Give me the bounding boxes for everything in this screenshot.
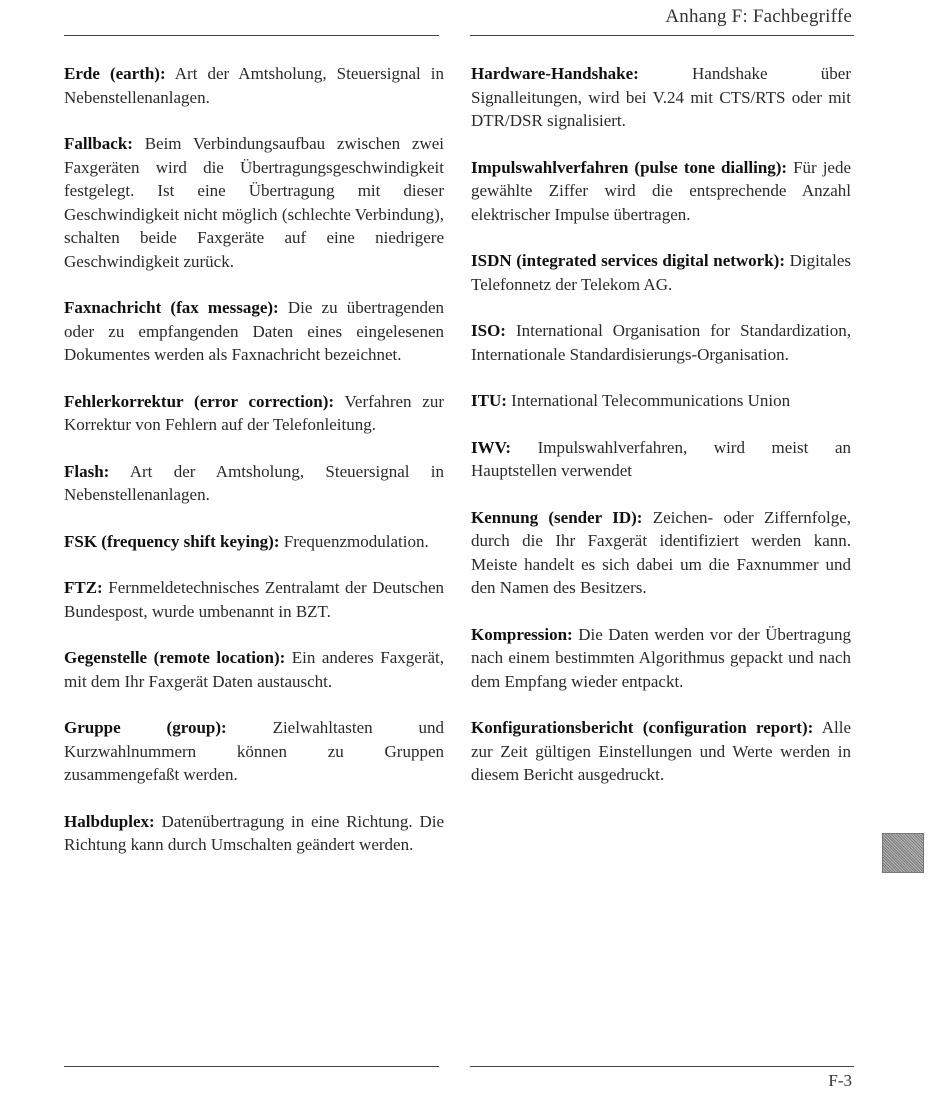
glossary-term: FTZ: bbox=[64, 578, 103, 597]
glossary-term: Gegenstelle (remote location): bbox=[64, 648, 286, 667]
header-rule-right bbox=[470, 35, 854, 36]
glossary-entry bbox=[471, 623, 851, 694]
glossary-term: Kennung (sender ID): bbox=[471, 507, 643, 527]
glossary-term: Gruppe (group): bbox=[64, 718, 227, 737]
glossary-definition: Art der Amtsholung, Steuersignal in Nebenstellenanlagen. bbox=[64, 461, 444, 504]
glossary-term: Faxnachricht (fax message): bbox=[64, 298, 279, 317]
footer-rule-left bbox=[64, 1066, 439, 1067]
glossary-entry bbox=[64, 716, 444, 787]
footer-rule-right bbox=[470, 1066, 854, 1067]
glossary-term: Fehlerkorrektur (error correction): bbox=[64, 391, 335, 411]
glossary-entry bbox=[64, 62, 444, 109]
glossary-term: FSK (frequency shift keying): bbox=[64, 531, 280, 551]
glossary-term: ISDN (integrated services digital network): bbox=[471, 251, 785, 270]
glossary-definition: Zielwahltasten und Kurzwahlnummern können zu Gruppen zusammengefaßt werden. bbox=[64, 718, 445, 784]
glossary-entry bbox=[471, 436, 851, 483]
glossary-definition: Digitales Telefonnetz der Telekom AG. bbox=[471, 251, 851, 294]
glossary-entry bbox=[471, 62, 851, 133]
glossary-entry bbox=[64, 646, 444, 693]
glossary-entry bbox=[64, 296, 444, 367]
glossary-entry bbox=[471, 506, 851, 600]
glossary-term: Halbduplex: bbox=[64, 811, 155, 831]
glossary-entry bbox=[64, 530, 444, 554]
glossary-definition: International Organisation for Standardization, Internationale Standardisierungs-Organisation. bbox=[471, 321, 852, 364]
glossary-definition: Beim Verbindungsaufbau zwischen zwei Faxgeräten wird die Übertragungsgeschwindigkeit festgelegt. Ist eine Übertragung mit dieser Geschwindigkeit nicht möglich (schlechte Verbindung), schalten beide Faxgeräte auf eine niedrigere Geschwindigkeit zurück. bbox=[64, 134, 444, 271]
glossary-term: Flash: bbox=[64, 461, 110, 481]
glossary-entry bbox=[471, 156, 851, 227]
glossary-entry bbox=[471, 249, 851, 296]
glossary-term: Erde (earth): bbox=[64, 64, 166, 83]
glossary-term: ISO: bbox=[471, 321, 506, 340]
glossary-term: Hardware-Handshake: bbox=[471, 64, 639, 83]
glossary-definition: Alle zur Zeit gültigen Einstellungen und Werte werden in diesem Bericht ausgedruckt. bbox=[471, 718, 851, 784]
glossary-definition: Fernmeldetechnisches Zentralamt der Deutschen Bundespost, wurde umbenannt in BZT. bbox=[64, 578, 445, 621]
header-rule-left bbox=[64, 35, 439, 36]
thumb-index-tab bbox=[882, 833, 924, 873]
glossary-entry bbox=[64, 132, 444, 273]
glossary-definition: Für jede gewählte Ziffer wird die entsprechende Anzahl elektrischer Impulse übertragen. bbox=[471, 157, 852, 224]
glossary-definition: Frequenzmodulation. bbox=[283, 531, 429, 551]
glossary-entry bbox=[471, 389, 851, 413]
glossary-term: Fallback: bbox=[64, 134, 133, 153]
glossary-column-right bbox=[471, 62, 851, 810]
glossary-definition: Datenübertragung in eine Richtung. Die Richtung kann durch Umschalten geändert werden. bbox=[64, 811, 444, 854]
glossary-definition: Art der Amtsholung, Steuersignal in Nebenstellenanlagen. bbox=[64, 64, 444, 107]
glossary-definition: Zeichen- oder Ziffernfolge, durch die Ihr Faxgerät identifiziert werden kann. Meiste handelt es sich dabei um die Faxnummer und den Namen des Besitzers. bbox=[471, 507, 851, 597]
glossary-term: ITU: bbox=[471, 391, 507, 410]
glossary-entry bbox=[64, 576, 444, 623]
glossary-term: Kompression: bbox=[471, 624, 573, 644]
glossary-column-left bbox=[64, 62, 444, 880]
glossary-definition: Impulswahlverfahren, wird meist an Hauptstellen verwendet bbox=[471, 437, 851, 480]
glossary-entry bbox=[471, 716, 851, 787]
glossary-entry bbox=[64, 810, 444, 857]
glossary-definition: Ein anderes Faxgerät, mit dem Ihr Faxgerät Daten austauscht. bbox=[64, 648, 444, 691]
glossary-definition: Die Daten werden vor der Übertragung nach einem bestimmten Algorithmus gepackt und nach dem Empfang wieder entpackt. bbox=[471, 624, 852, 691]
glossary-term: Konfigurationsbericht (configuration report): bbox=[471, 718, 814, 737]
glossary-term: Impulswahlverfahren (pulse tone dialling): bbox=[471, 157, 788, 177]
glossary-entry bbox=[64, 460, 444, 507]
glossary-definition: Handshake über Signalleitungen, wird bei V.24 mit CTS/RTS oder mit DTR/DSR signalisiert. bbox=[471, 64, 851, 130]
glossary-term: IWV: bbox=[471, 437, 511, 457]
glossary-definition: Verfahren zur Korrektur von Fehlern auf der Telefonleitung. bbox=[64, 391, 444, 434]
running-header: Anhang F: Fachbegriffe bbox=[665, 6, 852, 27]
glossary-entry bbox=[64, 390, 444, 437]
glossary-definition: Die zu übertragenden oder zu empfangenden Daten eines eingelesenen Dokumentes werden als Faxnachricht bezeichnet. bbox=[64, 298, 444, 364]
glossary-entry bbox=[471, 319, 851, 366]
glossary-definition: International Telecommunications Union bbox=[511, 391, 791, 410]
page-number: F-3 bbox=[828, 1071, 852, 1090]
